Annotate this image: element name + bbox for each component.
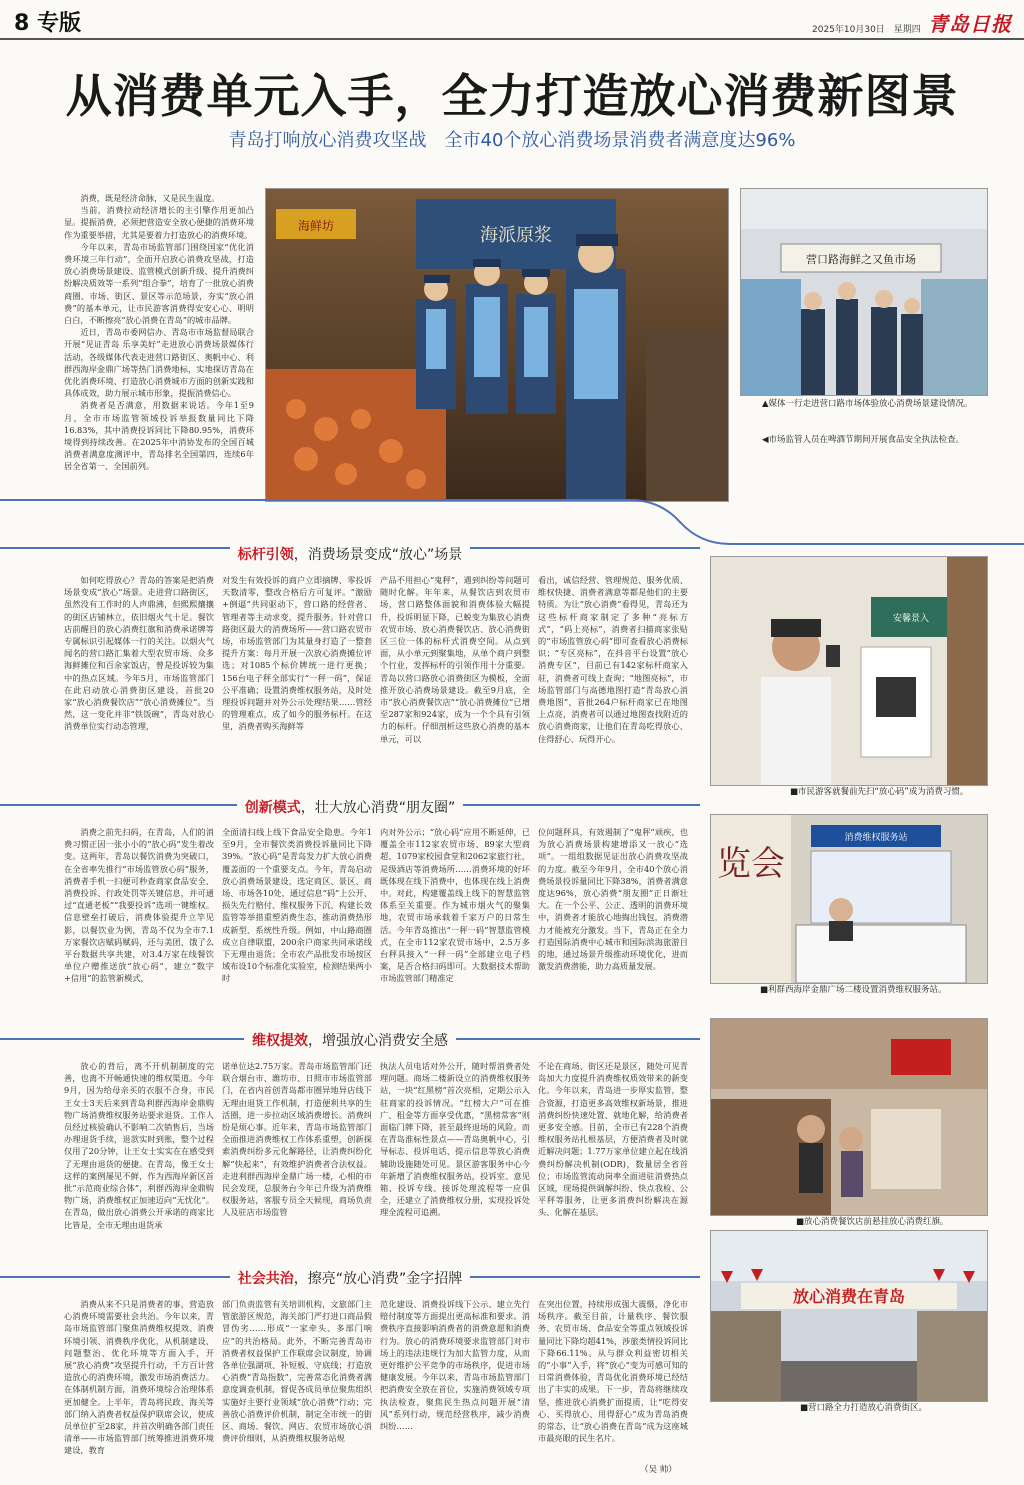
photo-sign-text: 海派原浆: [480, 225, 552, 246]
section-1-column: 对发生有效投诉的商户立即摘牌、零投诉天数清零，整改合格后方可复评。“激励+倒逼”共同驱动下，营口路的经营者、管理者等主动求变，提升服务。针对营口路街区最大的消费场所——营口路农贸市场，市场监管部门为其量身打造了一整套提升方案：每月开展一次放心消费摊位评选；对1085个标价牌统一进行更换；156台电子秤全部实行“一秤一码”，保证公平准确；设置消费维权服务站，及时处理投诉问题并对外公示处理结果……管经的管理难点，成了如今的服务标杆。在这里，消费者购买海鲜等: [222, 575, 372, 732]
photo-scan-code: [710, 556, 988, 786]
photo-market-inspection: [265, 188, 729, 502]
section-3-column: 诺单位达2.75万家。青岛市场监管部门还联合烟台市、潍坊市、日照市市场监管部门，在省内首创青岛都市圈异地异店线下无理由退货工作机制，打造便利共享的生活圈，进一步拉动区域消费增长。消费纠纷是烦心事。近年来，青岛市场监管部门全面推进消费维权工作体系重塑，创新探索消费纠纷多元化解路径，让消费纠纷化解“快起来”，有效维护消费者合法权益。走进利群西海岸金鼎广场一楼，心相的市民会发现，总服务台今年已升级为消费维权服务站，客服专员全天候现，商场负责人及驻店市场监管: [222, 1061, 372, 1218]
intro-paragraph: 消费者是否满意，用数据来说话。今年1至9月，全市市场监管领域投诉举报数量同比下降16.83%，其中消费投诉同比下降80.95%，消费环境得到持续改善。在2025年中消协发布的全国百城消费者满意度测评中，青岛排名全国第四，连续6年居全省第一、全国前列。: [64, 400, 254, 472]
section-4-column: 部门负责监管有关培训机构，文旅部门主管旅游区规范，海关部门严打进口商品假冒伪劣……形成“一家牵头、多部门响应”的共治格局。此外，不断完善青岛市消费者权益保护工作联席会议制度，协调各单位强湖项、补短板、守底线；打造放心消费“青岛指数”，完善常态化消费者满意度调查机制，督促各成员单位聚焦组织实施好主要行业领域“放心消费”行动；完善放心消费评价机制，制定全市统一的街区、商场、餐饮、网店、农贸市场放心消费评价细则，从消费维权服务站规: [222, 1299, 372, 1444]
section-3-column: 执法人员电话对外公开，随时帮消费者处理问题。商场二楼新设立的消费维权服务站，一块“红黑榜”首次亮相，定期公示入驻商家的投诉情况。“红榜大户”可在推广、租金等方面享受优惠，“黑榜常客”则面临门牌下降，甚至最终退场的风险。而在青岛淮标性景点——青岛奥帆中心，引导标志、投诉电话、提示信息等放心消费辅助设施随处可见。景区游客服务中心今年新增了消费维权服务站，投诉室、意见箱、投诉专线、接诉处理流程等一应俱全，还建立了消费维权分册，实现投诉处理全流程可追溯。: [380, 1061, 530, 1218]
intro-paragraph: 当前，消费拉动经济增长的主引擎作用更加凸显。提振消费，必须把营造安全放心便捷的消费环境作为重要举措，尤其是要着力打造放心的消费环境。: [64, 205, 254, 240]
newspaper-logo: 青岛日报: [928, 12, 1012, 36]
photo-yingkou-market-image: [741, 189, 987, 395]
header-divider: [0, 38, 1024, 40]
section-1-column: 产品不用担心“鬼秤”，遇到纠纷等问题可随时化解。年年来，从餐饮店到农贸市场，营口路整体面貌和消费体验大幅提升，投诉明显下降，已蜕变为集放心消费农贸市场、放心消费餐饮店、放心消费街区三位一体的标杆式消费空间。从点到面，从小单元到聚集地，从单个商户到整个行业，发挥标杆的引领作用十分重要。青岛以营口路放心消费街区为模板，全面推开放心消费场景建设。截至9月底，全市“放心消费餐饮店”“放心消费摊位”已增至287家和924家，成为一个个具有引领力的标杆。仔细剖析这些放心消费的基本单元，可以: [380, 575, 530, 744]
photo-scan-code-image: [711, 557, 987, 785]
section-heading-rest: ，消费场景变成“放心”场景: [294, 547, 471, 563]
caption-right-1: ■市民游客就餐前先扫“放心码”成为消费习惯。: [790, 787, 969, 797]
section-1-column: 看出，诚信经营、管理规范、服务优质、维权快捷、消费者满意等都是他们的主要特质。为让“放心消费”看得见，青岛还为这些标杆商家制定了多种“亮标方式”，“码上亮标”，消费者扫描商家张贴的“市场监管放心码”即可查看放心消费标识；“专区亮标”，在抖音平台设置“放心消费专区”，目前已有142家标杆商家入驻，消费者可线上查询；“地图亮标”，市场监管部门与高德地图打造“青岛放心消费地图”，首批264户标杆商家已在地图上点亮，消费者可以通过地图查找附近的放心消费商家，让他们在青岛吃得放心、住得舒心、玩得开心。: [538, 575, 688, 744]
section-heading-rest: ，增强放心消费安全感: [308, 1033, 456, 1049]
photo-sign-text: 安馨景入: [892, 614, 930, 624]
photo-red-flag-restaurant: [710, 1018, 988, 1216]
section-4-column: 消费从来不只是消费者的事，营造放心消费环境需要社会共治。今年以来，青岛市场监管部门聚焦消费维权提效、消费环境引领、消费秩序优化，从机制建设、问题整治、优化环境等方面入手，开展“放心消费”攻坚提升行动，千方百计营造放心的消费环境，激发市场消费活力。在体制机制方面，消费环境综合治理体系更加健全。上半年，青岛将民政、海关等部门纳入消费者权益保护联席会议，使成员单位扩至28家，并首次明确各部门责任清单——市场监管部门统筹推进消费环境建设，教育: [64, 1299, 214, 1456]
page-subheadline: 青岛打响放心消费攻坚战 全市40个放心消费场景消费者满意度达96%: [228, 130, 796, 151]
intro-text: [64, 192, 254, 492]
photo-yingkou-street-image: [711, 1231, 987, 1401]
photo-sign-text: 览会: [717, 844, 785, 884]
page-headline: 从消费单元入手，全力打造放心消费新图景: [65, 69, 959, 123]
intro-paragraph: 消费，既是经济命脉，又是民生温度。: [80, 193, 220, 203]
section-heading-keyword: 创新模式: [237, 800, 301, 816]
section-2-column: 全面清扫线上线下食品安全隐患。今年1至9月，全市餐饮类消费投诉量同比下降39%。“放心码”是青岛发力扩大放心消费覆盖面的一个重要支点。今年，青岛启动放心消费场景建设，选定商区、景区、商场、市场各10处，通过信息“码”上公开、损失先行赔付、维权服务下沉、构建长效监管等举措重塑消费生态，推动消费热形成新型、系统性升级。例如，中山路商圈成立自律联盟，200余户商家共同承诺线下无理由退货；全市农产品批发市场按区域布设10个标准化实验室，检测结果两小时: [222, 827, 372, 984]
caption-right-2: ■利群西海岸金鼎广场二楼设置消费维权服务站。: [760, 985, 947, 995]
caption-top-1: ▲媒体一行走进营口路市场体验放心消费场景建设情况。: [762, 399, 973, 409]
photo-service-station: [710, 814, 988, 984]
issue-date: 2025年10月30日 星期四: [812, 25, 921, 35]
photo-sign-text: 营口路海鲜之又鱼市场: [806, 253, 916, 266]
photo-sign-text: 海鲜坊: [297, 219, 335, 233]
decorative-frame-line: [0, 498, 1024, 548]
photo-yingkou-street: [710, 1230, 988, 1402]
section-heading-2: [0, 797, 700, 817]
section-2-column: 内对外公示；“放心码”应用不断延伸，已覆盖全市112家农贸市场、89家大型商超、1079家校园食堂和2062家旅行社，是级酒店等消费场所……消费环境的好坏既体现在线下消费中，也体现在线上消费中。对此，构建覆盖线上线下的智慧监管体系至关重要。作为城市烟火气的聚集地，农贸市场承载着千家万户的日常生活。今年青岛推出“一秤一码”智慧监管模式，在全市112家农贸市场中，2.5万多台秤具接入“一秤一码”全部建立电子档案，是否合格扫码即可。大数据技术帮助市场监管部门精准定: [380, 827, 530, 984]
section-heading-4: [0, 1268, 700, 1288]
section-2-column: 位问题秤具，有效遏制了“鬼秤”顽疾，也为放心消费场景构建增添又一放心“选项”。一组组数据见证出放心消费攻坚战的力度。截至今年9月，全市40个放心消费场景投诉量同比下降38%，消费者满意度达96%，放心消费“朋友圈”正日渐壮大。在一个公平、公正、透明的消费环境中，消费者才能放心地掏出钱包，消费潜力才能被充分激发。当下，青岛正在全力打造国际消费中心城市和国际滨海旅游目的地，通过场景升级推动环境优化，进而激发消费潜能，助力高质量发展。: [538, 827, 688, 972]
section-heading-keyword: 维权提效: [244, 1033, 308, 1049]
intro-paragraph: 近日，青岛市委网信办、青岛市市场监督局联合开展“见证青岛 乐享美好”走进放心消费场景媒体行活动，各级媒体代表走进营口路街区、奥帆中心、利群西海岸金鼎广场等热门消费地标，实地探访青岛在优化消费环境、打造放心消费城市方面的创新实践和具体成效，助力展示城市形象，提振消费信心。: [64, 327, 254, 399]
section-heading-rest: ，擦亮“放心消费”金字招牌: [294, 1271, 471, 1287]
photo-market-inspection-image: [266, 189, 728, 501]
section-heading-keyword: 标杆引领: [230, 547, 294, 563]
article-byline: （吴 帅）: [640, 1465, 677, 1475]
intro-paragraph: 今年以来，青岛市场监管部门围绕国家“优化消费环境三年行动”，全面开启放心消费攻坚战，打造放心消费场景建设、监管模式创新升级、提升消费纠纷解决质效等一系列“组合拳”，培育了一批放心消费商圈、市场、街区、景区等示范场景，夯实“放心消费”的基本单元，让市民游客消费得安安心心、明明白白，不断擦亮“放心消费在青岛”的城市品牌。: [64, 241, 254, 326]
section-1-column: 如何吃得放心？青岛的答案是把消费场景变成“放心”场景。走进营口路街区，虽然没有工作时的人声鼎沸，但熙熙攘攘的街区店铺林立，依旧烟火气十足。餐饮店前醒目的放心消费红旗和消费承诺牌等专属标识引起媒体一行的关注。以烟火气闻名的营口路汇集着大型农贸市场、众多海鲜摊位和百余家饭店，曾是投诉较为集中的热点区域。今年5月，市场监管部门在此启动放心消费街区建设，首批20家“放心消费餐饮店”“放心消费摊位”。当然，这一变化并非“铁饭碗”，青岛对放心消费单位实行动态管理，: [64, 575, 214, 732]
section-3-column: 不论在商场、街区还是景区，随处可见青岛加大力度提升消费维权质效带来的新变化。今年以来，青岛进一步厚实监管，整合资源，打造更多高效维权新场景，推进消费纠纷快速处置、就地化解，给消费者更多安全感。目前，全市已有228个消费维权服务站扎根基层，方便消费者及时就近解决问题；1.77万家单位建立起在线消费纠纷解决机制(ODR)，数量居全省首位；市场监管流动岗率全面进驻消费热点区域，现场提供调解纠纷、快点我检、公平秤等服务，让更多消费纠纷解决在源头、化解在基层。: [538, 1061, 688, 1218]
section-heading-1: [0, 544, 700, 564]
photo-service-station-image: [711, 815, 987, 983]
section-heading-keyword: 社会共治: [230, 1271, 294, 1287]
section-4-column: 在突出位置，持续形成强大震慑，净化市场秩序。截至目前，计量秩序、餐饮服务、农贸市场、食品安全等重点领域投诉量同比下降均超41%，涉旅类情投诉同比下降66.11%。从与群众利益密切相关的“小事”入手，将“放心”变为可感可知的日常消费体验，青岛优化消费环境已经结出了丰实的成果。下一步，青岛将继续攻坚，推进放心消费扩面提质，让“吃得安心、买得放心、用得舒心”成为青岛消费的常态，让“放心消费在青岛”成为这座城市最亮眼的民生名片。: [538, 1299, 688, 1444]
page-number-label: 8 专版: [14, 11, 81, 36]
section-4-column: 范化建设、消费投诉线下公示、建立先行赔付制度等方面提出更高标准和要求。消费秩序直接影响消费者的消费意愿和消费行为。放心的消费环境要求监管部门对市场上的违法违规行为加大监管力度，从而更好维护公平竞争的市场秩序，促进市场健康发展。今年以来，青岛市场监管部门把消费安全放在首位，实施消费领域专项执法检查，聚焦民生热点问题开展“清风”系列行动，规范经营秩序，减少消费纠纷……: [380, 1299, 530, 1432]
photo-red-flag-restaurant-image: [711, 1019, 987, 1215]
photo-sign-text: 消费维权服务站: [844, 833, 908, 843]
photo-sign-text: 放心消费在青岛: [792, 1287, 906, 1306]
caption-right-3: ■放心消费餐饮店前悬挂放心消费红旗。: [796, 1217, 949, 1227]
section-heading-rest: ，壮大放心消费“朋友圈”: [301, 800, 464, 816]
caption-right-4: ■营口路全力打造放心消费街区。: [800, 1403, 928, 1413]
photo-yingkou-market: [740, 188, 988, 396]
section-3-column: 放心的背后，离不开机制制度的完善，也离不开畅通快速的维权渠道。今年9月，因为给母亲买的衣服不合身，市民王女士3天后来到青岛利群西海岸金鼎购物广场消费维权服务站要求退货。工作人员经过核验确认不影响二次销售后，当场办理退货手续，退款实时到账，整个过程仅用了20分钟，让王女士实实在在感受到了无理由退货的便捷。在青岛，像王女士这样的案例屡见不鲜，作为西海岸新区首批“示范商业综合体”，利群西海岸金鼎购物广场，消费维权正加速迈向“无忧化”。在青岛，做出放心消费公开承诺的商家比比皆是，全市无理由退货承: [64, 1061, 214, 1230]
section-2-column: 消费之前先扫码，在青岛，人们的消费习惯正因一张小小的“放心码”发生着改变。这两年，青岛以餐饮消费为突破口，在全省率先推行“市场监管放心码”服务，消费者手机一扫便可秒查商家食品安全、消费投诉、行政处罚等关键信息，并可通过“直通老板”“我要投诉”选项一键维权。信息壁垒打破后，消费体验提升立竿见影，以餐饮业为例，青岛不仅为全市7.1万家餐饮店赋码赋码，还与美团、饿了么平台数据共享共建，对3.4万家在线餐饮单位户赠推送放“放心码”，建立“数字+信用”的监管新模式，: [64, 827, 214, 984]
caption-top-2: ◀市场监管人员在啤酒节期间开展食品安全执法检查。: [762, 435, 965, 445]
section-heading-3: [0, 1030, 700, 1050]
